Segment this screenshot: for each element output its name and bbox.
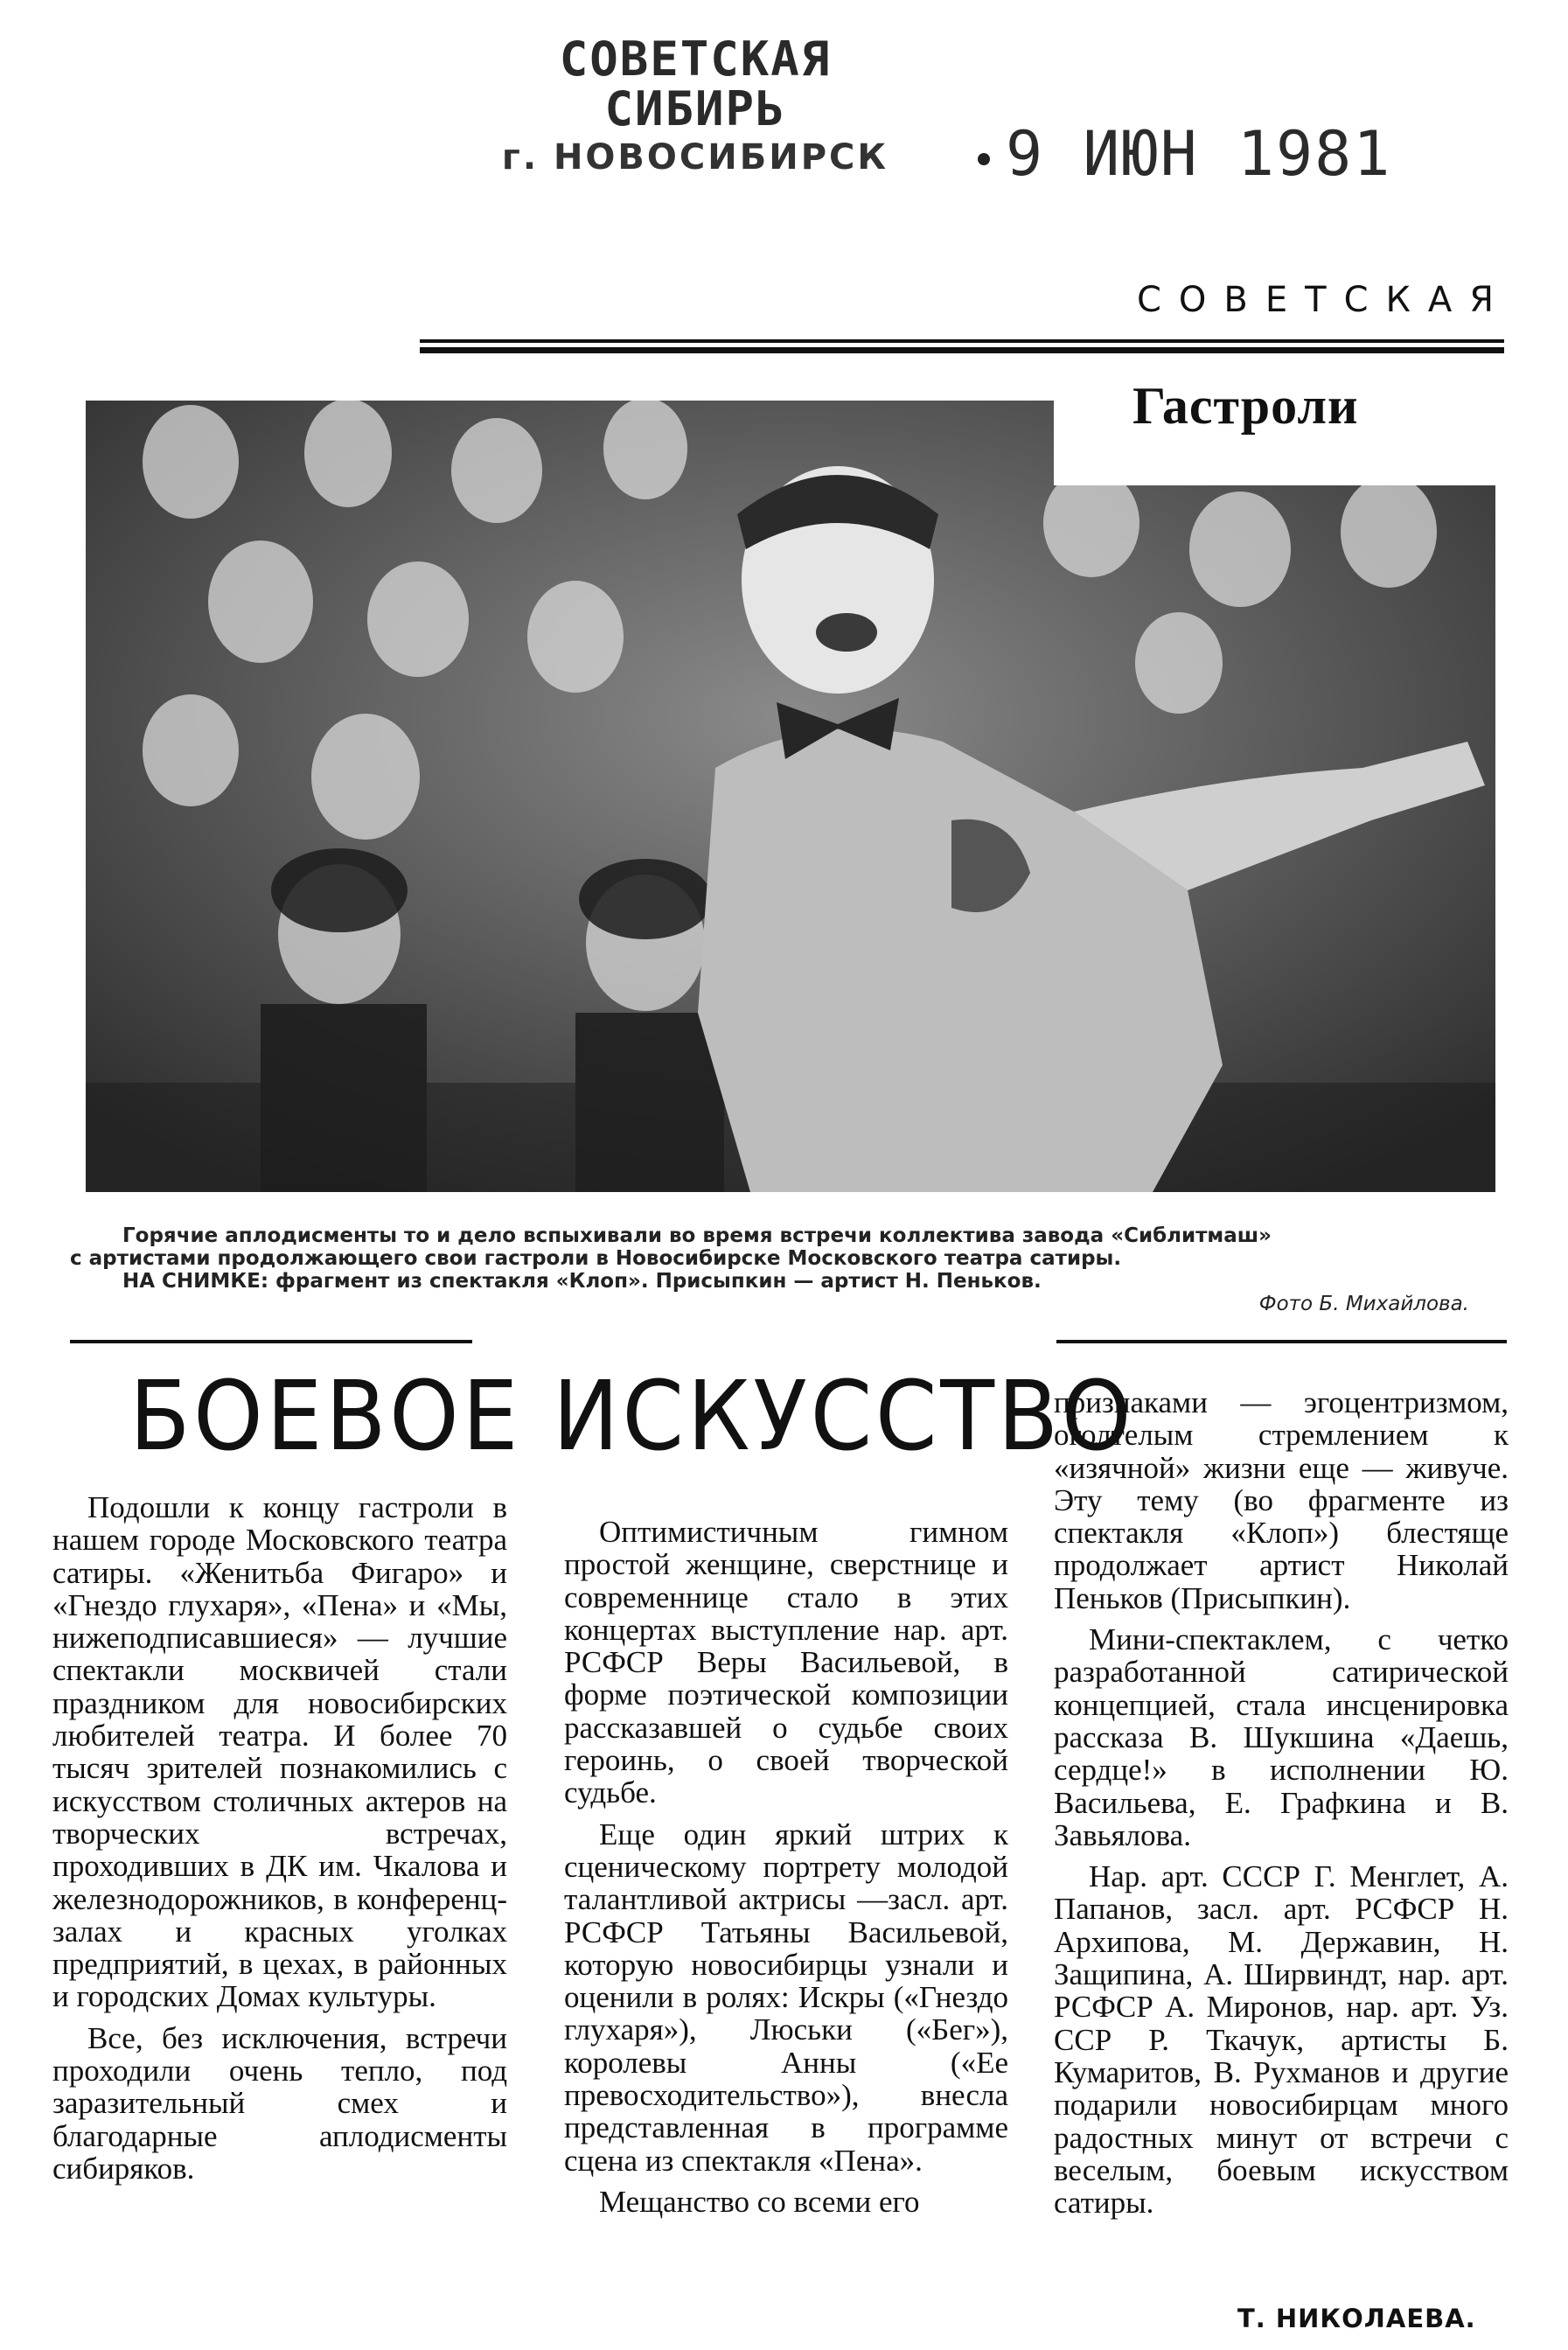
article-photo (86, 401, 1495, 1192)
caption-line: НА СНИМКЕ: фрагмент из спектакля «Клоп». Присыпкин — артист Н. Пеньков. (122, 1270, 1042, 1293)
caption-line: с артистами продолжающего свои гастроли в Новосибирске Московского театра сатиры. (70, 1247, 1122, 1270)
paragraph: Оптимистичным гимном простой женщине, сверстнице и современнице стало в этих концертах выступление нар. арт. РСФСР Веры Васильевой, в форме поэтической композиции рассказавшей о судьбе своих героинь, о своей творческой судьбе. (564, 1515, 1008, 1810)
stamp-city: г. НОВОСИБИРСК (501, 137, 889, 178)
paragraph: Подошли к концу гастроли в нашем городе Московского театра сатиры. «Женитьба Фигаро» и «Гнездо глухаря», «Пена» и «Мы, нижеподписавшиеся» — лучшие спектакли москвичей стали праздником для новосибирских любителей театра. И более 70 тысяч зрителей познакомились с искусством столичных актеров на творческих встречах, проходивших в ДК им. Чкалова и железнодорожников, в конференц-залах и красных уголках предприятий, в цехах, в районных и городских Домах культуры. (52, 1490, 507, 2014)
masthead-rule (420, 339, 1504, 353)
photo-caption (70, 1224, 1513, 1315)
article-column-3 (1054, 1386, 1509, 2228)
caption-rule-left (70, 1340, 472, 1343)
paragraph: Еще один яркий штрих к сценическому портрету молодой талантливой актрисы —засл. арт. РСФСР Татьяны Васильевой, которую новосибирцы узнали и оценили в ролях: Искры («Гнездо глухаря»), Люськи («Бег»), королевы Анны («Ее превосходительство»), внесла представленная в программе сцена из спектакля «Пена». (564, 1817, 1008, 2178)
caption-rule-right (1056, 1340, 1507, 1343)
article-column-2 (564, 1516, 1008, 2227)
paragraph: признаками — эгоцентризмом, оголтелым стремлением к «изячной» жизни еще — живуче. Эту тему (во фрагменте из спектакля «Клоп») блестяще продолжает артист Николай Пеньков (Присыпкин). (1054, 1385, 1509, 1615)
newspaper-masthead: СОВЕТСКАЯ (1137, 280, 1512, 320)
rubric-title: Гастроли (1132, 377, 1359, 435)
photo-credit: Фото Б. Михайлова. (1258, 1293, 1469, 1315)
paragraph: Нар. арт. СССР Г. Менглет, А. Папанов, засл. арт. РСФСР Н. Архипова, М. Державин, Н. Защипина, А. Ширвиндт, нар. арт. РСФСР А. Миронов, нар. арт. Уз. ССР Р. Ткачук, артисты Б. Кумаритов, В. Рухманов и другие подарили новосибирцам много радостных минут от встречи с веселым, боевым искусством сатиры. (1054, 1859, 1509, 2221)
paragraph: Все, без исключения, встречи проходили очень тепло, под заразительный смех и благодарные аплодисменты сибиряков. (52, 2020, 507, 2186)
author-signature: Т. НИКОЛАЕВА. (1237, 2304, 1476, 2333)
caption-line: Горячие аплодисменты то и дело вспыхивали во время встречи коллектива завода «Сиблитмаш» (122, 1224, 1272, 1247)
photo-illustration (86, 401, 1495, 1192)
paragraph: Мини-спектаклем, с четко разработанной сатирической концепцией, стала инсценировка рассказа В. Шукшина «Даешь, сердце!» в исполнении Ю. Васильева, Е. Графкина и В. Завьялова. (1054, 1622, 1509, 1852)
stamp-dot (978, 153, 990, 165)
paragraph: Мещанство со всеми его (599, 2184, 920, 2219)
stamp-date: 9 ИЮН 1981 (1006, 118, 1392, 190)
clipping-stamp (485, 31, 905, 178)
stamp-newspaper-name: СОВЕТСКАЯ СИБИРЬ (559, 31, 832, 136)
article-column-1 (52, 1491, 507, 2193)
article-headline: БОЕВОЕ ИСКУССТВО (129, 1360, 1135, 1472)
